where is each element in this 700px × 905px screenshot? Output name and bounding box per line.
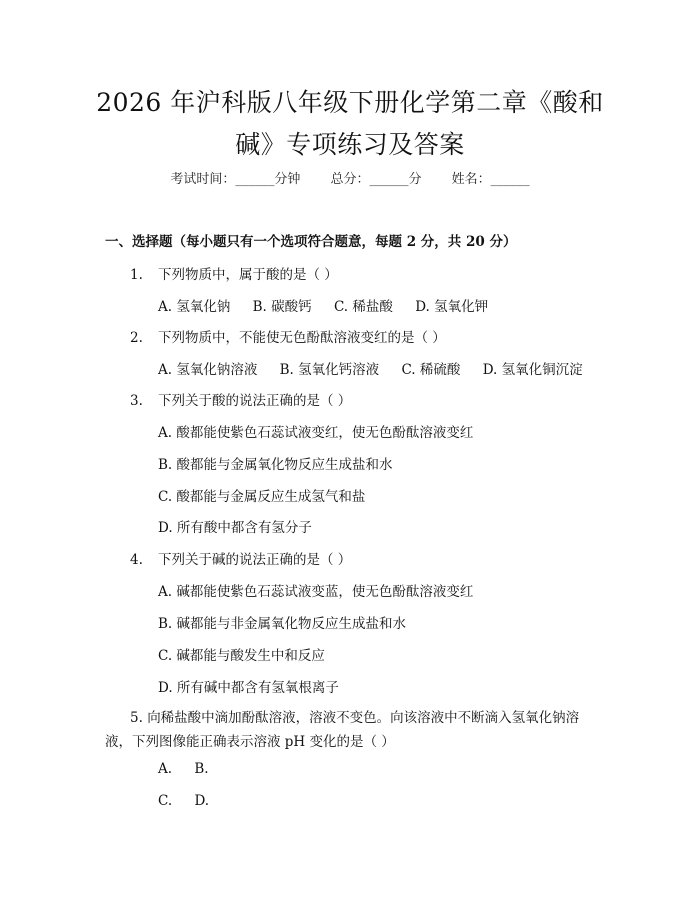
option-c: C. 稀盐酸 bbox=[333, 299, 393, 315]
question-5-options-row-1 bbox=[158, 761, 209, 777]
option-a: A. 氢氧化钠溶液 bbox=[158, 362, 258, 378]
total-score: 总分：______分 bbox=[330, 172, 422, 187]
option-b: B. 氢氧化钙溶液 bbox=[279, 362, 380, 378]
exam-info bbox=[0, 168, 700, 187]
question-number: 5. bbox=[130, 710, 143, 726]
option-a: A. bbox=[158, 761, 173, 777]
question-number: 3. bbox=[130, 393, 143, 409]
question-text: 下列物质中，不能使无色酚酞溶液变红的是（ ） bbox=[158, 330, 446, 346]
question-1 bbox=[130, 263, 338, 283]
question-text: 向稀盐酸中滴加酚酞溶液，溶液不变色。向该溶液中不断滴入氢氧化钠溶液，下列图像能正确表示溶液 pH 变化的是（ ） bbox=[105, 710, 580, 750]
option-c: C. 酸都能与金属反应生成氢气和盐 bbox=[158, 489, 366, 505]
option-d: D. 所有碱中都含有氢氧根离子 bbox=[158, 680, 339, 696]
option-d: D. 氢氧化钾 bbox=[415, 299, 489, 315]
option-c: C. bbox=[158, 793, 173, 809]
exam-time: 考试时间：______分钟 bbox=[170, 172, 301, 187]
option-d: D. 氢氧化铜沉淀 bbox=[482, 362, 583, 378]
option-a: A. 酸都能使紫色石蕊试液变红，使无色酚酞溶液变红 bbox=[158, 425, 474, 441]
title-line-1: 2026 年沪科版八年级下册化学第二章《酸和 bbox=[96, 88, 604, 117]
title-line-2: 碱》专项练习及答案 bbox=[235, 130, 465, 159]
option-b: B. 碳酸钙 bbox=[252, 299, 312, 315]
option-a: A. 碱都能使紫色石蕊试液变蓝，使无色酚酞溶液变红 bbox=[158, 584, 474, 600]
document-title bbox=[60, 82, 640, 166]
option-b: B. 酸都能与金属氧化物反应生成盐和水 bbox=[158, 457, 393, 473]
question-1-options bbox=[158, 295, 488, 315]
option-d: D. bbox=[194, 793, 210, 809]
section-heading: 一、选择题（每小题只有一个选项符合题意，每题 2 分，共 20 分） bbox=[105, 234, 517, 250]
question-5 bbox=[105, 706, 602, 754]
question-number: 4. bbox=[130, 552, 143, 568]
question-text: 下列关于碱的说法正确的是（ ） bbox=[158, 552, 352, 568]
question-text: 下列关于酸的说法正确的是（ ） bbox=[158, 393, 352, 409]
option-d: D. 所有酸中都含有氢分子 bbox=[158, 520, 312, 536]
question-2-options bbox=[158, 358, 583, 378]
option-c: C. 稀硫酸 bbox=[401, 362, 461, 378]
option-b: B. bbox=[194, 761, 209, 777]
option-c: C. 碱都能与酸发生中和反应 bbox=[158, 648, 325, 664]
question-number: 1. bbox=[130, 267, 143, 283]
question-number: 2. bbox=[130, 330, 143, 346]
question-3 bbox=[130, 389, 351, 409]
question-text: 下列物质中，属于酸的是（ ） bbox=[158, 267, 338, 283]
option-a: A. 氢氧化钠 bbox=[158, 299, 231, 315]
question-4 bbox=[130, 548, 351, 568]
student-name: 姓名：______ bbox=[451, 172, 530, 187]
question-5-options-row-2 bbox=[158, 793, 209, 809]
question-2 bbox=[130, 326, 446, 346]
option-b: B. 碱都能与非金属氧化物反应生成盐和水 bbox=[158, 616, 407, 632]
